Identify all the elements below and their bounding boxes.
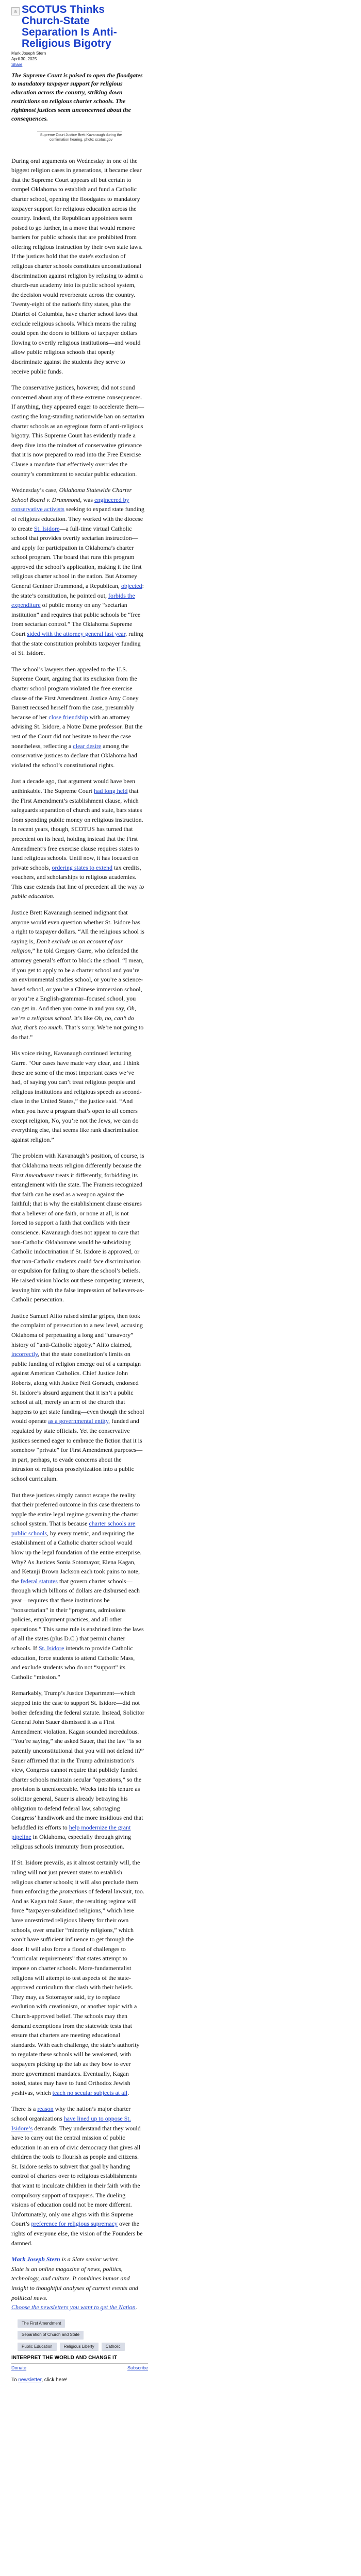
site-logo-icon[interactable]: a: [11, 7, 20, 15]
paragraph-text: tax credits, vouchers, and scholarships to religious academies. This case extends that line of precedent all the way: [11, 863, 141, 890]
article-body: [11, 156, 144, 2248]
inline-link[interactable]: forbids the expenditure: [11, 591, 135, 609]
byline: [11, 51, 353, 67]
topic-tag[interactable]: Separation of Church and State: [18, 2331, 84, 2339]
emphasis-text: First Amendment: [11, 1171, 54, 1179]
paragraph-text: in Oklahoma, especially through giving religious schools immunity from prosecution.: [11, 1833, 131, 1850]
topic-tag[interactable]: Public Education: [18, 2343, 57, 2351]
author-bio-suffix: .: [135, 2303, 137, 2311]
paragraph-text: among the conservative justices to declare that Oklahoma had violated the school’s constitutional rights.: [11, 742, 137, 769]
paragraph-text: If St. Isidore prevails, as it almost certainly will, the ruling will not just prevent states to establish religious charter schools; it will also preclude them from enforcing the: [11, 1859, 140, 1895]
paragraph-text: of public money on any “sectarian institution” and requires that public schools be “free from sectarian control.” The Oklahoma Supreme Court: [11, 601, 141, 638]
inline-link[interactable]: incorrectly: [11, 1350, 38, 1358]
topic-tag[interactable]: Catholic: [102, 2343, 125, 2351]
paragraph-text: The problem with Kavanaugh’s position, of course, is that Oklahoma treats religion differently because the: [11, 1152, 144, 1169]
paragraph-text: —a full-time virtual Catholic school that provides overtly sectarian instruction—and apply for participation in Oklahoma’s charter school program. The board that runs this program approved the school’s application, making it the first religious charter school in the nation. But Attorney General Gentner Drummond, a Republican,: [11, 524, 142, 590]
footer-link-donate[interactable]: Donate: [11, 2365, 27, 2371]
emphasis-text: Don’t exclude us on account of our religion: [11, 937, 123, 955]
image-caption: Supreme Court Justice Brett Kavanaugh during the confirmation hearing, photo: scotus.gov: [40, 133, 122, 142]
paragraph-text: . That’s sorry. We’re not going to do that.”: [11, 1024, 144, 1041]
paragraph-text: The conservative justices, however, did not sound concerned about any of these extreme consequences. If anything, they appeared eager to accelerate them—casting the long-standing nationwide ban on sectarian charter schools as an egregious form of anti-religious bigotry. This Supreme Court has evidently made a deep dive into the mindset of conservative grievance that it is now prepared to read into the Free Exercise Clause a mandate that effectively overrides the country’s commitment to secular public education.: [11, 384, 144, 478]
paragraph-text: ,” he told Gregory Garre, who defended the attorney general’s effort to block the school. “I mean, if you get to apply to be a charter school and you’re an environmental studies school, or you’re a science-based school, or you’re a Chinese immersion school, or you’re a English-grammar–focused school, you can get in. And then you come in and you say,: [11, 947, 144, 1012]
tag-row: [18, 2319, 154, 2328]
paragraph-text: , funded and regulated by state officials. Yet the conservative justices seemed eager to embrace the fiction that it is somehow “private” for First Amendment purposes—in part, perhaps, to evade concerns about the intrusion of religious proselytization into a public school curriculum.: [11, 1417, 143, 1482]
inline-link[interactable]: clear desire: [73, 742, 102, 750]
inline-link[interactable]: charter schools are public schools: [11, 1520, 136, 1537]
footer-link-subscribe[interactable]: Subscribe: [127, 2365, 148, 2371]
article-paragraph: [11, 1858, 144, 2097]
paragraph-text: with an attorney advising St. Isidore, a Notre Dame professor. But the rest of the Court did not hesitate to hear the case nonetheless, reflecting a: [11, 713, 143, 750]
paragraph-text: .: [127, 2089, 129, 2096]
inline-link[interactable]: as a governmental entity: [48, 1417, 109, 1425]
emphasis-text: protections: [59, 1888, 87, 1895]
paragraph-text: Remarkably, Trump’s Justice Department—which stepped into the case to support St. Isidore—did not bother defending the federal statute. Instead, Solicitor General John Sauer dismissed it as a First Amendment violation. Kagan sounded incredulous. “You’re saying,” she asked Sauer, that the law “is so patently unconstitutional that you will not defend it?” Sauer affirmed that in the Trump administration’s view, Congress cannot require that publicly funded charter schools maintain secular “operations,” so the provision is unenforceable. Weeks into his tenure as solicitor general, Sauer is already betraying his obligation to defend federal law, sabotaging Congress’ handiwork and the more insidious end that befuddled its efforts to: [11, 1689, 144, 1831]
inline-link[interactable]: preference for religious supremacy: [31, 2220, 118, 2228]
newsletter-suffix: , click here!: [41, 2377, 68, 2383]
paragraph-text: His voice rising, Kavanaugh continued lecturing Garre. “Our cases have made very clear, and I think these are some of the most important cases we’ve had, of saying you can’t treat religious people and religious institutions and religious speech as second-class in the United States,” the justice said. “And when you have a program that’s open to all comers except religion, No, you’re not the Jews, we can do everything else, that seems like rank discrimination against religion.”: [11, 1049, 142, 1143]
author-name: Mark Joseph Stern: [11, 51, 46, 56]
inline-link[interactable]: had long held: [94, 787, 128, 794]
lead-figure: [37, 128, 125, 142]
article-header: [11, 4, 353, 143]
article-paragraph: [11, 665, 144, 770]
article-paragraph: [11, 1688, 144, 1851]
paragraph-text: Wednesday’s case,: [11, 486, 59, 494]
paragraph-text: There is a: [11, 2105, 38, 2113]
paragraph-text: , was: [80, 496, 94, 503]
inline-link[interactable]: teach no secular subjects at all: [52, 2089, 128, 2096]
emphasis-text: Oh, no, can’t do that, that’s too much: [11, 1014, 134, 1031]
author-bio-name[interactable]: Mark Joseph Stern: [11, 2256, 60, 2263]
topic-tag[interactable]: Religious Liberty: [60, 2343, 99, 2351]
emphasis-text: Oh, we’re a religious school: [11, 1005, 136, 1022]
headline-block: [11, 4, 353, 49]
inline-link[interactable]: St. Isidore: [39, 1645, 64, 1652]
inline-link[interactable]: engineered by conservative activists: [11, 496, 129, 513]
author-bio-tagline: is a Slate senior writer.: [60, 2256, 119, 2263]
paragraph-text: Just a decade ago, that argument would have been unthinkable. The Supreme Court: [11, 777, 136, 794]
paragraph-text: intends to provide Catholic education, force students to attend Catholic Mass, and exclude students who do not “support” its Catholic “mission.”: [11, 1645, 135, 1681]
article-paragraph: [11, 1311, 144, 1484]
inline-link[interactable]: ordering states to extend: [52, 863, 112, 871]
inline-link[interactable]: St. Isidore: [34, 524, 60, 532]
paragraph-text: that the First Amendment’s establishment clause, which safeguards separation of church and state, bars states from spending public money on religious instruction. In recent years, though, SCOTUS has turned that precedent on its head, holding instead that the First Amendment’s free exercise clause requires states to fund religious schools. Until now, it has focused on private schools,: [11, 787, 143, 871]
paragraph-text: seeking to expand state funding of religious education. They worked with the diocese to create: [11, 505, 144, 532]
footer-links: [11, 2365, 148, 2372]
inline-link[interactable]: objected: [121, 582, 142, 590]
interpret-heading: INTERPRET THE WORLD AND CHANGE IT: [11, 2354, 118, 2361]
paragraph-text: But these justices simply cannot escape the reality that their preferred outcome in this case threatens to topple the entire legal regime governing the charter school system. That is because: [11, 1491, 140, 1528]
topic-tag[interactable]: The First Amendment: [18, 2319, 65, 2328]
publish-date: April 30, 2025: [11, 56, 37, 61]
article-dek: The Supreme Court is poised to open the floodgates to mandatory taxpayer support for religious education across the country, striking down restrictions on religious charter schools. The rightmost justices seem unconcerned about the consequences.: [11, 71, 143, 122]
newsletter-prompt: [11, 2376, 353, 2384]
paragraph-text: The school’s lawyers then appealed to the U.S. Supreme Court, arguing that its exclusion from the charter school program violated the free exercise clause of the First Amendment. Justice Amy Coney Barrett recused herself from the case, presumably because of her: [11, 665, 139, 721]
paragraph-text: Justice Samuel Alito raised similar gripes, then took the complaint of persecution to a new level, accusing Oklahoma of perpetuating a long and “unsavory” history of “anti-Catholic bigotry.” Alito claimed,: [11, 1312, 143, 1348]
emphasis-text: to public education: [11, 883, 144, 900]
newsletter-link[interactable]: newsletter: [18, 2377, 42, 2383]
article-title: SCOTUS Thinks Church-State Separation Is Anti-Religious Bigotry: [22, 4, 117, 50]
paragraph-text: .: [53, 892, 55, 900]
paragraph-text: treats it differently, forbidding its entanglement with the state. The Framers recognized that faith can be used as a weapon against the faithful; that is why the establishment clause ensures that a believer of one faith, or none at all, is not forced to support a faith that conflicts with their conscience. Kavanaugh does not appear to care that non-Catholic Oklahomans would be subsidizing Catholic indoctrination if St. Isidore is approved, or that non-Catholic students could face discrimination or expulsion for failing to share the school’s beliefs. He raised vision blocks out these competing interests, leaving him with the false impression of believers-as-Catholic persecution.: [11, 1171, 144, 1303]
inline-link[interactable]: sided with the attorney general last year: [27, 630, 126, 638]
paragraph-text: over the rights of everyone else, the vision of the Founders be damned.: [11, 2220, 143, 2247]
inline-link[interactable]: federal statutes: [20, 1577, 58, 1585]
newsletter-choice-link[interactable]: Choose the newsletters you want to get the Nation: [11, 2303, 136, 2311]
publication-description: Slate is an online magazine of news, politics, technology, and culture. It combines humor and insight to thoughtful analyses of current events and political news.: [11, 2265, 138, 2301]
paragraph-text: of federal lawsuit, too. And as Kagan told Sauer, the resulting regime will force “taxpayer-subsidized religions,” which here have unrestricted religious liberty for their own schools, over smaller “minority religions,” which won’t have sufficient influence to get through the door. It will also force a flood of challenges to “curricular requirements” that states attempt to impose on charter schools. More-fundamentalist religions will attempt to test aspects of the state-approved curriculum that clash with their beliefs. They may, as Sotomayor said, try to replace evolution with creationism, or another topic with a Church-approved belief. The schools may then demand exemptions from the statewide tests that ensure that charters are meeting educational standards. With each challenge, the state’s authority to regulate these schools will be weakened, with taxpayers picking up the tab as they bow to ever more government mandates. Eventually, Kagan noted, states may have to fund Orthodox Jewish yeshivas, which: [11, 1888, 144, 2096]
article-paragraph: [11, 1048, 144, 1144]
inline-link[interactable]: have lined up to oppose St. Isidore’s: [11, 2114, 131, 2132]
tag-row: [18, 2331, 154, 2339]
article-paragraph: [11, 485, 144, 658]
inline-link[interactable]: close friendship: [48, 713, 88, 721]
tag-row: [18, 2343, 154, 2351]
paragraph-text: why the nation’s major charter school organizations: [11, 2105, 131, 2122]
share-link[interactable]: Share: [11, 62, 23, 67]
lead-image: [37, 128, 122, 132]
article-paragraph: [11, 1490, 144, 1682]
paragraph-text: During oral arguments on Wednesday in one of the biggest religion cases in generations, it became clear that the Supreme Court appears all but certain to compel Oklahoma to establish and fund a Catholic charter school, opening the floodgates to mandatory taxpayer support for religious education across the country. Indeed, the Republican appointees seem poised to go further, in a move that would remove barriers for public schools that are prohibited from offering religious instruction by their own state laws. If the justices hold that the state's exclusion of religious charter schools constitutes unconstitutional discrimination against religion by refusing to admit a church-run academy into its public school system, the decision would reverberate across the country. Twenty-eight of the nation's fifty states, plus the District of Columbia, have charter school laws that exclude religious schools. Which means the ruling could open the doors to billions of taxpayer dollars flowing to overtly religious institutions—and would allow public religious schools that openly discriminate against the students they serve to receive public funds.: [11, 157, 143, 375]
inline-link[interactable]: reason: [37, 2105, 54, 2113]
paragraph-text: , ruling that the state constitution prohibits taxpayer funding of St. Isidore.: [11, 630, 143, 657]
emphasis-text: Oklahoma Statewide Charter School Board v. Drummond: [11, 486, 132, 503]
paragraph-text: demands. They understand that they would have to carry out the central mission of public education in an era of civic democracy that gives all children the tools to flourish as people and citizens. St. Isidore seeks to subvert that goal by handing control of charters over to religious establishments that want to inculcate children in their faith with the compulsory support of taxpayers. The dueling visions of education could not be more different. Unfortunately, only one aligns with this Supreme Court’s: [11, 2124, 141, 2228]
article-paragraph: [11, 2104, 144, 2248]
topic-tags: [18, 2319, 154, 2351]
paragraph-text: , by every metric, and requiring the establishment of a Catholic charter school would blow up the legal foundation of the entire enterprise. Why? As Justices Sonia Sotomayor, Elena Kagan, and Ketanji Brown Jackson each took pains to note, the: [11, 1529, 142, 1585]
paragraph-text: , that the state constitution’s limits on public funding of religion emerge out of a campaign against American Catholics. Chief Justice John Roberts, along with Justice Neil Gorsuch, endorsed St. Isidore’s absurd argument that it isn’t a public school at all, merely an arm of the church that happens to get state funding—even though the school would operate: [11, 1350, 144, 1425]
paragraph-text: that govern charter schools—through which billions of dollars are disbursed each year—requires that these institutions be “nonsectarian” in their “programs, admissions policies, employment practices, and all other operations.” This same rule is enshrined into the laws of all the states (plus D.C.) that permit charter schools. If: [11, 1577, 144, 1652]
article-paragraph: [11, 156, 144, 377]
article-paragraph: [11, 776, 144, 901]
paragraph-text: Justice Brett Kavanaugh seemed indignant that anyone would even question whether St. Isidore has a right to taxpayer dollars. “All the religious school is saying is,: [11, 909, 144, 945]
article-paragraph: [11, 383, 144, 479]
paragraph-text: . It’s like: [71, 1014, 94, 1022]
newsletter-label: To: [11, 2377, 19, 2383]
article-paragraph: [11, 908, 144, 1042]
author-bio: [11, 2255, 144, 2312]
footer-divider: [11, 2363, 148, 2364]
inline-link[interactable]: help modernize the grant pipeline: [11, 1823, 131, 1841]
paragraph-text: : the state’s constitution, he pointed out,: [11, 582, 144, 599]
article-paragraph: [11, 1151, 144, 1304]
